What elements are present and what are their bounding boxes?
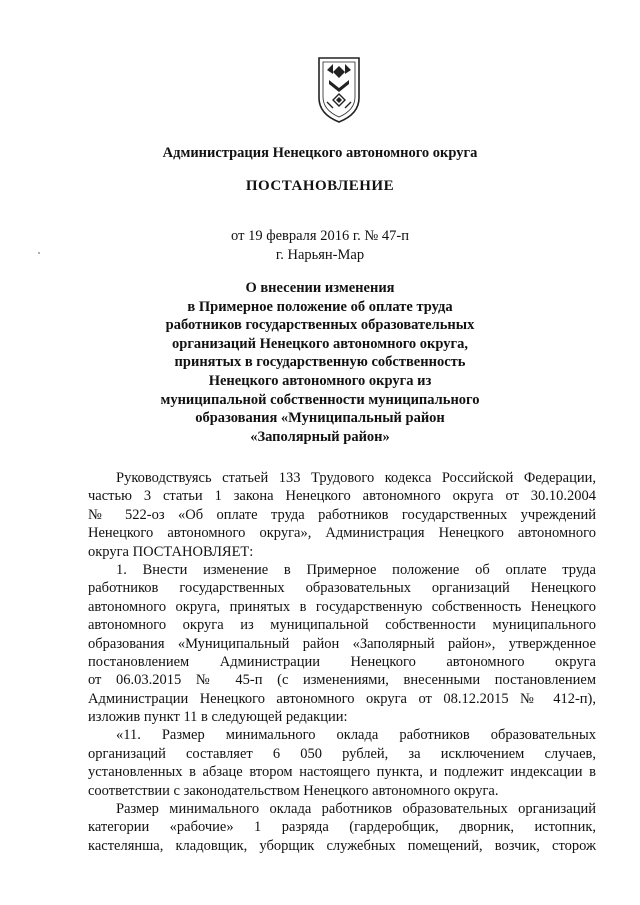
- title-line: образования «Муниципальный район: [195, 410, 445, 427]
- text-line: категории «рабочие» 1 разряда (гардеробщик, дворник, истопник,: [88, 819, 596, 836]
- title-line: «Заполярный район»: [250, 428, 390, 445]
- title-line: О внесении изменения: [245, 280, 395, 296]
- text-line: Размер минимального оклада работников образовательных организаций: [116, 801, 596, 818]
- text-line: постановлением Администрации Ненецкого автономного округа: [88, 653, 596, 670]
- title-line: принятых в государственную собственность: [174, 354, 466, 371]
- document-date-number: от 19 февраля 2016 г. № 47-п: [231, 228, 409, 244]
- document-place: г. Нарьян-Мар: [275, 247, 365, 263]
- text-line: образования «Муниципальный район «Заполярный район», утвержденное: [88, 635, 596, 652]
- text-line: «11. Размер минимального оклада работников образовательных: [116, 727, 596, 744]
- text-line: соответствии с законодательством Ненецкого автономного округа.: [88, 782, 499, 799]
- text-line: автономного округа, принятых в государственную собственность Ненецкого: [88, 598, 596, 615]
- text-line: 1. Внести изменение в Примерное положение об оплате труда: [116, 561, 596, 578]
- document-body: [88, 469, 596, 855]
- paragraph-preamble: [88, 469, 596, 561]
- coat-of-arms-emblem: [315, 52, 363, 124]
- document-type: ПОСТАНОВЛЕНИЕ: [245, 178, 395, 194]
- title-line: муниципальной собственности муниципального: [160, 391, 480, 408]
- paragraph-min-salary: [88, 800, 596, 855]
- paragraph-point-11: [88, 726, 596, 800]
- text-line: № 522-оз «Об оплате труда работников государственных учреждений: [88, 506, 596, 523]
- text-line: частью 3 статьи 1 закона Ненецкого автономного округа от 30.10.2004: [88, 488, 596, 505]
- text-line: Руководствуясь статьей 133 Трудового кодекса Российской Федерации,: [116, 470, 596, 486]
- title-line: в Примерное положение об оплате труда: [187, 298, 453, 315]
- document-title: [0, 279, 640, 446]
- text-line: кастелянша, кладовщик, уборщик служебных помещений, возчик, сторож: [88, 837, 596, 854]
- text-line: автономного округа из муниципальной собственности муниципального: [88, 617, 596, 634]
- title-line: работников государственных образовательных: [165, 317, 475, 334]
- title-line: Ненецкого автономного округа из: [208, 372, 432, 389]
- text-line: работников государственных образовательных организаций Ненецкого: [88, 580, 596, 597]
- text-line: установленных в абзаце втором настоящего пункта, и подлежит индексации в: [88, 764, 596, 781]
- text-line: округа ПОСТАНОВЛЯЕТ:: [88, 543, 254, 560]
- text-line: изложив пункт 11 в следующей редакции:: [88, 709, 348, 726]
- organization-name: Администрация Ненецкого автономного округа: [162, 145, 478, 161]
- text-line: Ненецкого автономного округа», Администрация Ненецкого автономного: [88, 525, 596, 542]
- text-line: организаций составляет 6 050 рублей, за исключением случаев,: [88, 745, 596, 762]
- paragraph-item-1: [88, 561, 596, 727]
- scan-speck: [38, 252, 40, 254]
- text-line: от 06.03.2015 № 45-п (с изменениями, внесенными постановлением: [88, 672, 596, 689]
- title-line: организаций Ненецкого автономного округа,: [172, 335, 468, 352]
- text-line: Администрации Ненецкого автономного округа от 08.12.2015 № 412-п),: [88, 690, 596, 707]
